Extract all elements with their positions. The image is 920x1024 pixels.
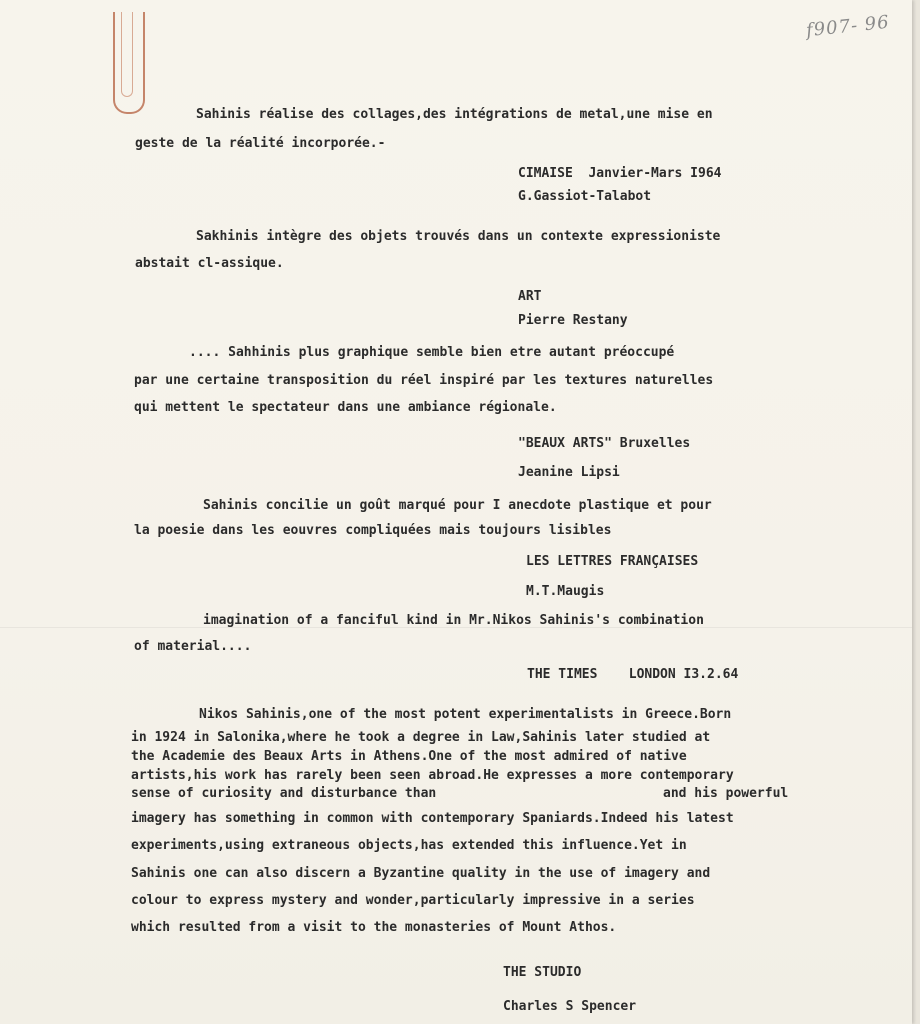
paper-clip-inner-mark <box>121 12 133 97</box>
text-line: Sahinis concilie un goût marqué pour I anecdote plastique et pour <box>203 498 712 513</box>
text-line: imagery has something in common with contemporary Spaniards.Indeed his latest <box>131 811 734 826</box>
text-line: of material.... <box>134 639 252 654</box>
text-line: which resulted from a visit to the monasteries of Mount Athos. <box>131 920 617 935</box>
attribution-source: "BEAUX ARTS" Bruxelles <box>518 436 691 451</box>
attribution-source: THE TIMES LONDON I3.2.64 <box>527 667 739 682</box>
text-line: la poesie dans les eouvres compliquées mais toujours lisibles <box>134 523 612 538</box>
attribution-author: G.Gassiot-Talabot <box>518 189 652 204</box>
text-line: sense of curiosity and disturbance than <box>131 786 437 801</box>
text-line: and his powerful <box>663 786 789 801</box>
text-line: Sakhinis intègre des objets trouvés dans un contexte expressioniste <box>196 229 721 244</box>
attribution-author: Jeanine Lipsi <box>518 465 620 480</box>
attribution-source: LES LETTRES FRANÇAISES <box>526 554 699 569</box>
text-line: in 1924 in Salonika,where he took a degree in Law,Sahinis later studied at <box>131 730 711 745</box>
attribution-source: CIMAISE Janvier-Mars I964 <box>518 166 722 181</box>
reference-note: f907- 96 <box>805 11 891 42</box>
text-line: Sahinis réalise des collages,des intégrations de metal,une mise en <box>196 107 713 122</box>
text-line: Sahinis one can also discern a Byzantine quality in the use of imagery and <box>131 866 711 881</box>
text-line: abstait cl-assique. <box>135 256 284 271</box>
attribution-author: M.T.Maugis <box>526 584 605 599</box>
text-line: experiments,using extraneous objects,has extended this influence.Yet in <box>131 838 687 853</box>
attribution-author: Pierre Restany <box>518 313 628 328</box>
text-line: Nikos Sahinis,one of the most potent experimentalists in Greece.Born <box>199 707 732 722</box>
attribution-author: Charles S Spencer <box>503 999 637 1014</box>
attribution-source: ART <box>518 289 542 304</box>
text-line: .... Sahhinis plus graphique semble bien etre autant préoccupé <box>189 345 675 360</box>
text-line: imagination of a fanciful kind in Mr.Nikos Sahinis's combination <box>203 613 704 628</box>
text-line: qui mettent le spectateur dans une ambiance régionale. <box>134 400 557 415</box>
text-line: artists,his work has rarely been seen abroad.He expresses a more contemporary <box>131 768 734 783</box>
text-line: geste de la réalité incorporée.- <box>135 136 386 151</box>
text-line: the Academie des Beaux Arts in Athens.One of the most admired of native <box>131 749 687 764</box>
attribution-source: THE STUDIO <box>503 965 582 980</box>
text-line: colour to express mystery and wonder,particularly impressive in a series <box>131 893 695 908</box>
text-line: par une certaine transposition du réel inspiré par les textures naturelles <box>134 373 714 388</box>
